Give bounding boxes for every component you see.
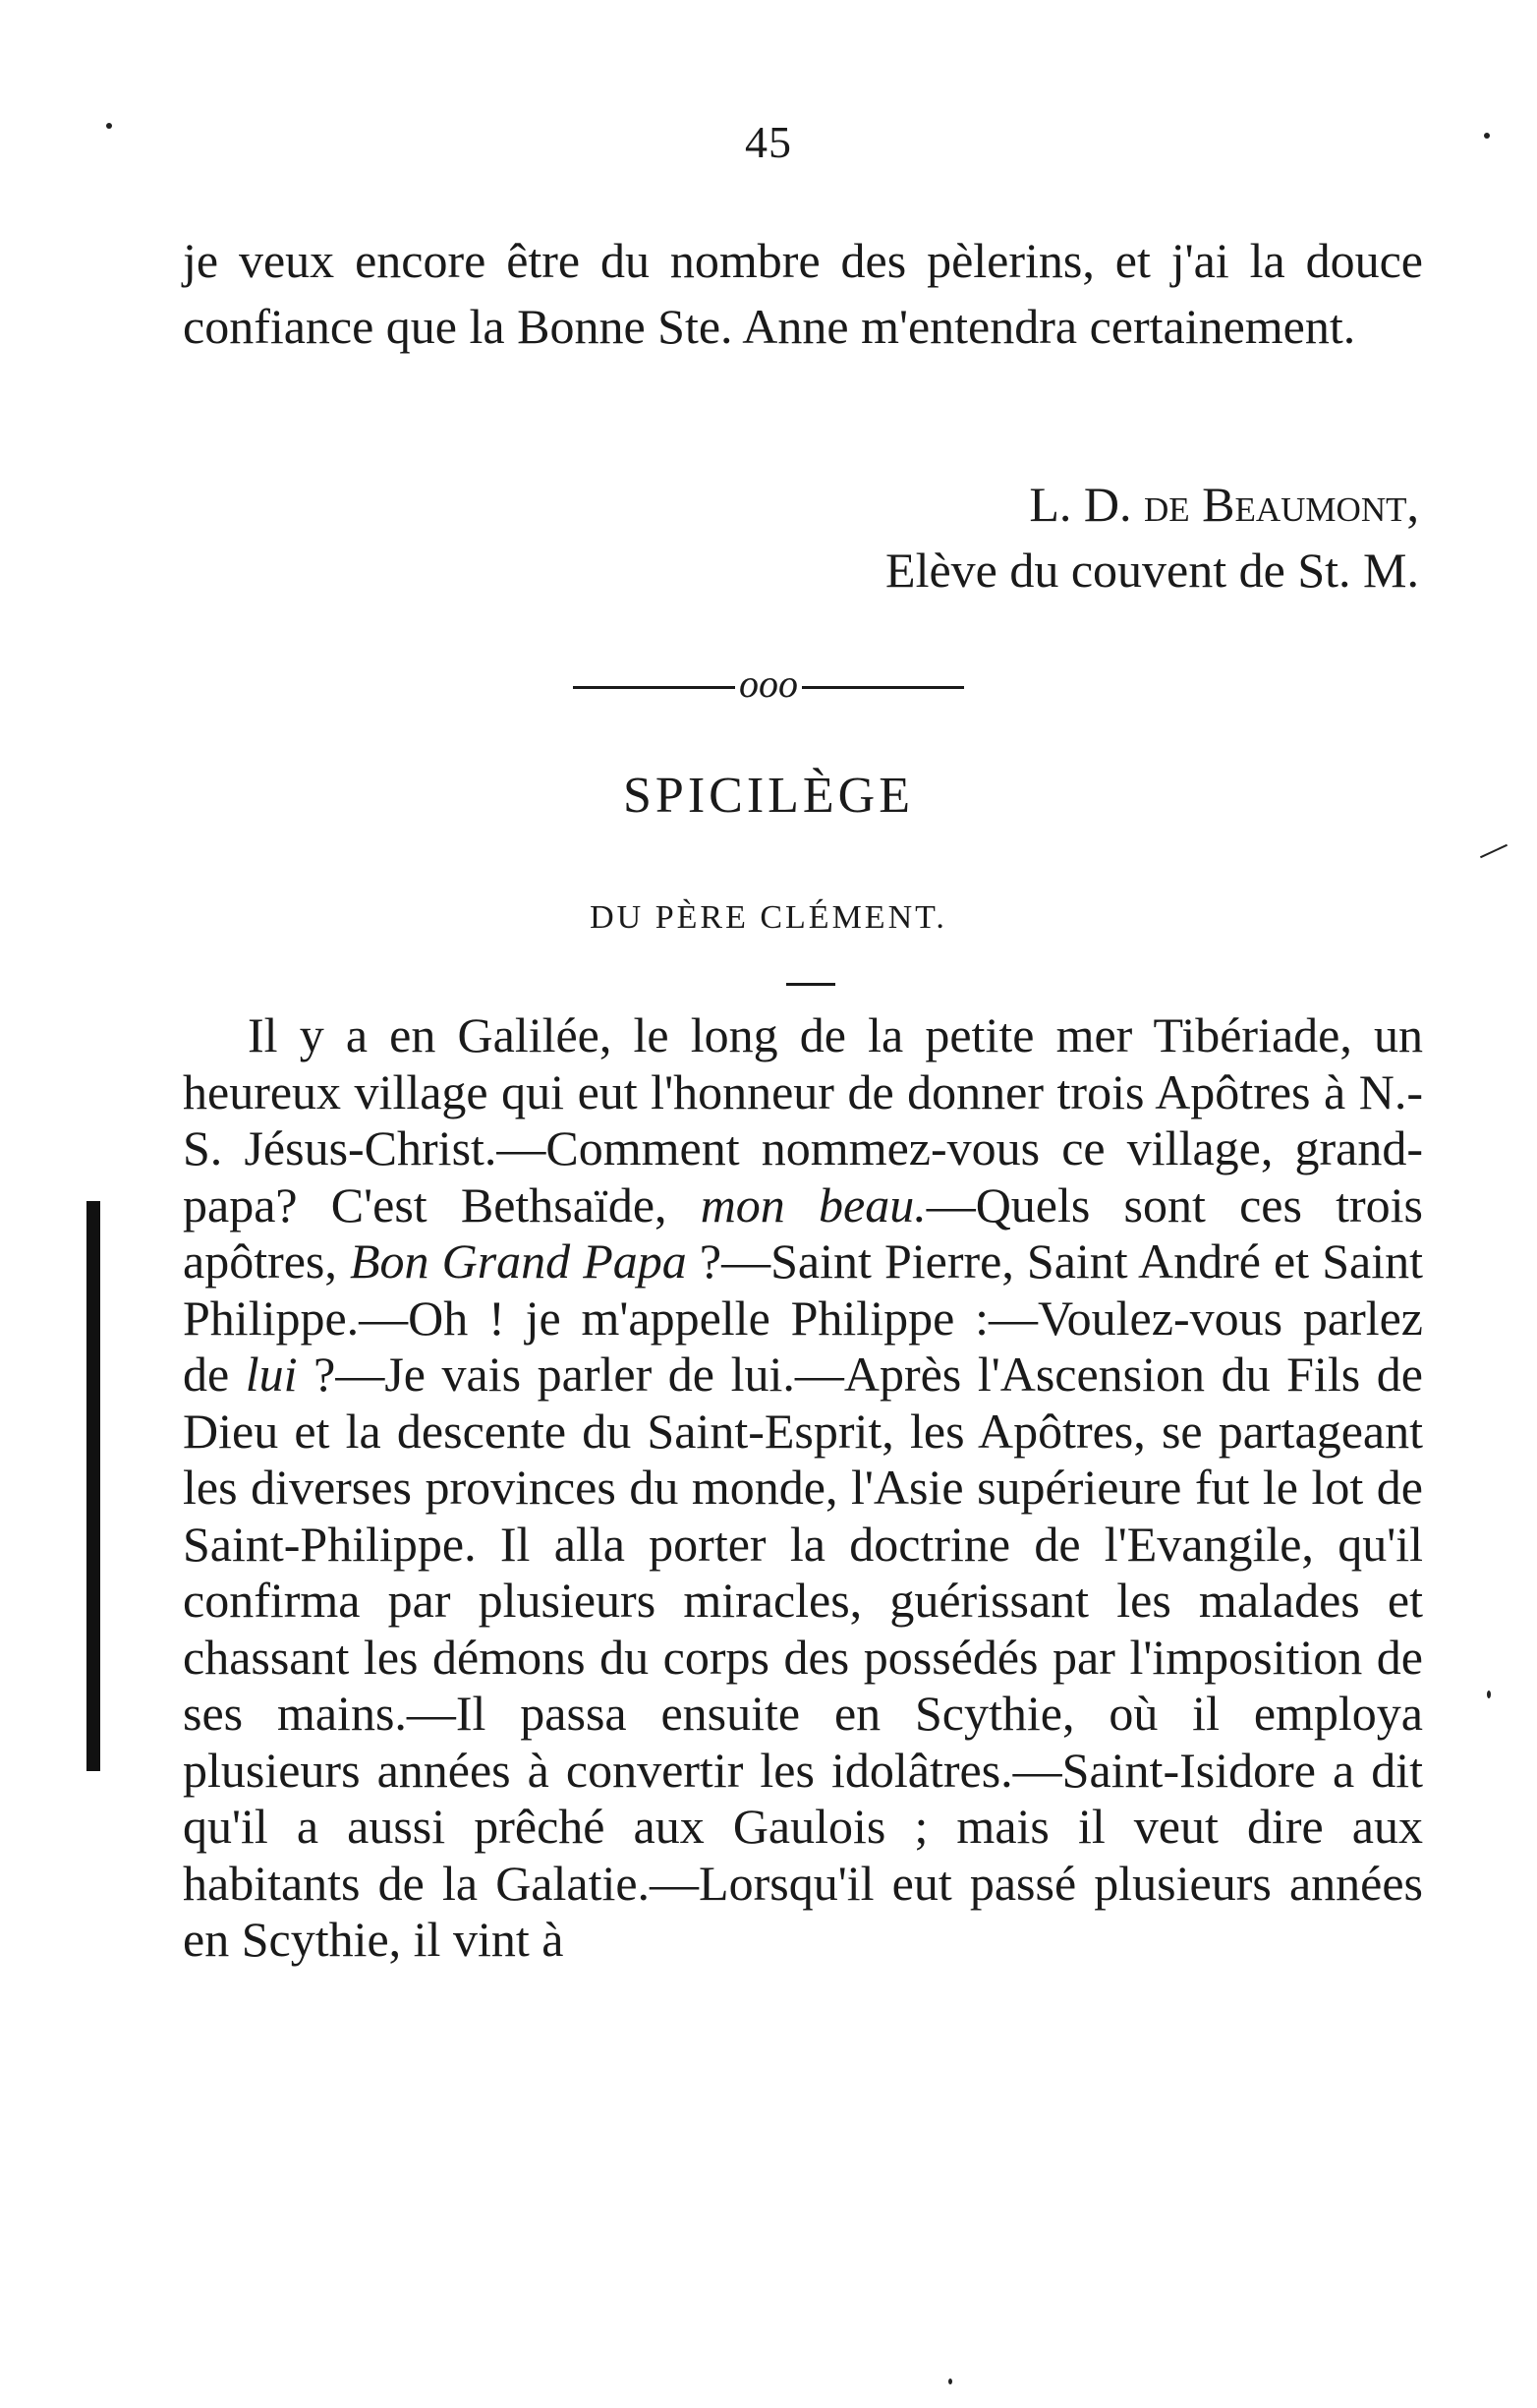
margin-bar (86, 1201, 100, 1771)
separator-line-left (573, 686, 735, 689)
signature-particle: de (1144, 477, 1190, 532)
scan-speck (948, 2379, 952, 2384)
body-emphasis-2: Bon Grand Papa (349, 1233, 687, 1289)
section-separator (0, 660, 1537, 707)
section-title: SPICILÈGE (623, 768, 914, 824)
body-segment-1: Il y a en Galilée, le long de la petite mer Tibériade, un heureux village qui eut l'honneur de donner trois Apôtres à N.-S. Jésus-Christ.—Comment nommez-vous ce village, grand-papa? C'est Bethsaïde, (183, 1007, 1423, 1233)
signature-affiliation: Elève du couvent de St. M. (885, 543, 1419, 598)
scan-speck (1484, 133, 1490, 139)
body-segment-2: —Quels sont ces trois apôtres, (183, 1176, 1423, 1289)
body-emphasis-3: lui (245, 1347, 298, 1402)
scan-speck (1487, 1691, 1491, 1698)
body-text (183, 1007, 1423, 1969)
title-rule (786, 983, 835, 986)
separator-line-right (802, 686, 964, 689)
scan-speck (106, 123, 112, 129)
body-segment-4: ?—Je vais parler de lui.—Après l'Ascension du Fils de Dieu et la descente du Saint-Esprit, les Apôtres, se partageant les diverses provinces du monde, l'Asie supérieure fut le lot de Saint-Philippe. Il alla porter la doctrine de l'Evangile, qu'il confirma par plusieurs miracles, guérissant les malades et chassant les démons du corps des possédés par l'imposition de ses mains.—Il passa ensuite en Scythie, où il employa plusieurs années à convertir les idolâtres.—Saint-Isidore a dit qu'il a aussi prêché aux Gaulois ; mais il veut dire aux habitants de la Galatie.—Lorsqu'il eut passé plusieurs années en Scythie, il vint à (183, 1347, 1423, 1967)
body-segment-3: ?—Saint Pierre, Saint André et Saint Philippe.—Oh ! je m'appelle Philippe :—Voulez-vous parlez de (183, 1233, 1423, 1402)
body-paragraph (183, 1007, 1423, 1969)
intro-paragraph (183, 228, 1423, 360)
section-subtitle: DU PÈRE CLÉMENT. (590, 899, 947, 936)
page-number: 45 (745, 117, 792, 167)
signature-block (885, 472, 1419, 603)
signature-initials: L. D. (1029, 477, 1144, 532)
scan-speck (1480, 844, 1508, 858)
separator-text: ooo (739, 661, 798, 706)
signature-name (885, 472, 1419, 538)
body-emphasis-1: mon beau. (700, 1176, 927, 1233)
signature-surname: Beaumont, (1202, 477, 1419, 532)
intro-text: je veux encore être du nombre des pèlerins, et j'ai la douce confiance que la Bonne Ste. Anne m'entendra certainement. (183, 233, 1423, 354)
